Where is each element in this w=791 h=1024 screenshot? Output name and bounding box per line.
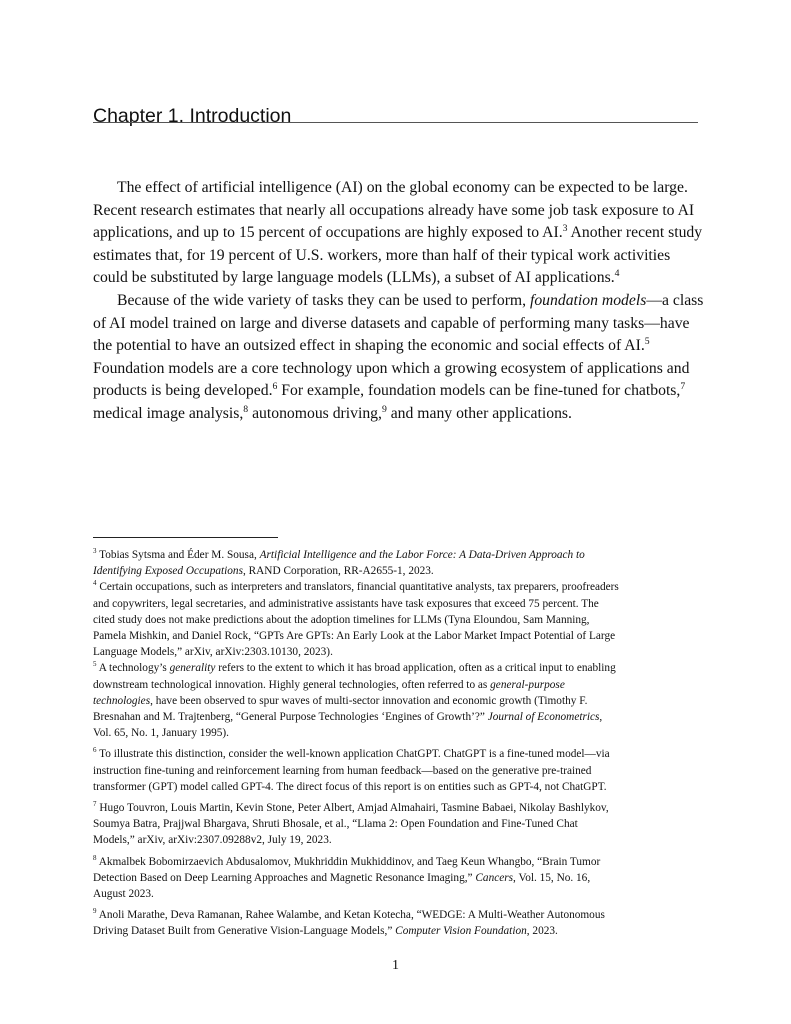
footnote-8: $^8$ Akmalbek Bobomirzaevich Abdusalomov, Mukhriddin Mukhiddinov, and Taeg Keun Whangbo, “Brain Tumor Detection Based on Deep Learning Approaches and Magnetic Resonance Imaging,” Cancers, Vol. 15, No. 16, August 2023. — [93, 853, 601, 901]
footnote-number: 9 — [93, 907, 97, 916]
footnote-6: $^6$ To illustrate this distinction, consider the well-known application ChatGPT. ChatGPT is a fine-tuned model—via instruction fine-tuning and reinforcement learning from human feedback—based on the generative pre-trained transformer (GPT) model called GPT-4. The direct focus of this report is on entities such as GPT-4, not ChatGPT. — [93, 746, 610, 793]
paragraph-2 — [93, 290, 703, 426]
chapter-title: Chapter 1. Introduction — [93, 105, 292, 128]
footnote-number: 4 — [93, 579, 97, 588]
footnote-3: $^3$ Tobias Sytsma and Éder M. Sousa, Artificial Intelligence and the Labor Force: A Data-Driven Approach to Identifying Exposed Occupations, RAND Corporation, RR-A2655-1, 2023. — [93, 547, 585, 578]
footnote-number: 3 — [93, 547, 97, 556]
footnote-separator — [93, 537, 278, 538]
footnote-ref-4[interactable]: 4 — [614, 268, 620, 280]
footnote-4: $^4$ Certain occupations, such as interpreters and translators, financial quantitative analysts, tax preparers, proofreaders and copywriters, legal secretaries, and administrative assistants have task exposures that exceed 75 percent. The cited study does not make predictions about the adoption timelines for LLMs (Tyna Eloundou, Sam Manning, Pamela Mishkin, and Daniel Rock, “GPTs Are GPTs: An Early Look at the Labor Market Impact Potential of Large Language Models,” arXiv, arXiv:2303.10130, 2023). — [93, 579, 619, 659]
text-line: the potential to have an outsized effect in shaping the economic and social effects of AI.$^5$ — [93, 335, 650, 355]
text-line: Foundation models are a core technology upon which a growing ecosystem of applications and — [93, 359, 690, 377]
footnote-number: 8 — [93, 853, 97, 862]
footnote-ref-5[interactable]: 5 — [644, 335, 650, 347]
text-line: The effect of artificial intelligence (AI) on the global economy can be expected to be large. — [117, 179, 688, 196]
emphasis-term: foundation models — [529, 291, 647, 309]
footnote-5: $^5$ A technology’s generality refers to the extent to which it has broad application, often as a critical input to enabling downstream technological innovation. Highly general technologies, often referred to as general-purpose technologies, have been observed to spur waves of multi-sector innovation and economic growth (Timothy F. Bresnahan and M. Trajtenberg, “General Purpose Technologies ‘Engines of Growth’?” Journal of Econometrics, Vol. 65, No. 1, January 1995). — [93, 660, 616, 740]
footnote-ref-3[interactable]: 3 — [562, 222, 568, 234]
text-line: medical image analysis,$^8$ autonomous driving,$^9$ and many other applications. — [93, 403, 572, 422]
footnote-number: 6 — [93, 746, 97, 755]
footnote-ref-7[interactable]: 7 — [680, 381, 686, 393]
footnote-ref-8[interactable]: 8 — [243, 403, 249, 415]
footnote-9: $^9$ Anoli Marathe, Deva Ramanan, Rahee Walambe, and Ketan Kotecha, “WEDGE: A Multi-Weather Autonomous Driving Dataset Built from Generative Vision-Language Models,” Computer Vision Foundation, 2023. — [93, 907, 605, 938]
chapter-title-rule — [93, 122, 698, 123]
text-line: Because of the wide variety of tasks they can be used to perform, foundation models—a class — [117, 291, 704, 309]
text-line: applications, and up to 15 percent of occupations are highly exposed to AI.$^3$ Another recent study — [93, 222, 703, 242]
paragraph-1 — [93, 177, 703, 290]
footnote-number: 5 — [93, 660, 97, 669]
footnotes — [93, 547, 703, 940]
footnote-7: $^7$ Hugo Touvron, Louis Martin, Kevin Stone, Peter Albert, Amjad Almahairi, Tasmine Babaei, Nikolay Bashlykov, Soumya Batra, Prajjwal Bhargava, Shruti Bhosale, et al., “Llama 2: Open Foundation and Fine-Tuned Chat Models,” arXiv, arXiv:2307.09288v2, July 19, 2023. — [93, 800, 609, 847]
footnote-ref-6[interactable]: 6 — [272, 381, 278, 393]
text-line: could be substituted by large language models (LLMs), a subset of AI applications.$^4$ — [93, 268, 620, 287]
text-line: products is being developed.$^6$ For example, foundation models can be fine-tuned for chatbots,$^7$ — [93, 381, 686, 400]
body-text — [93, 177, 703, 426]
page-number: 1 — [392, 958, 399, 973]
footnote-number: 7 — [93, 800, 97, 809]
text-line: estimates that, for 19 percent of U.S. workers, more than half of their typical work activities — [93, 246, 671, 264]
text-line: of AI model trained on large and diverse datasets and capable of performing many tasks—have — [93, 314, 690, 332]
footnote-ref-9[interactable]: 9 — [381, 403, 387, 415]
text-line: Recent research estimates that nearly all occupations already have some job task exposure to AI — [93, 201, 695, 219]
